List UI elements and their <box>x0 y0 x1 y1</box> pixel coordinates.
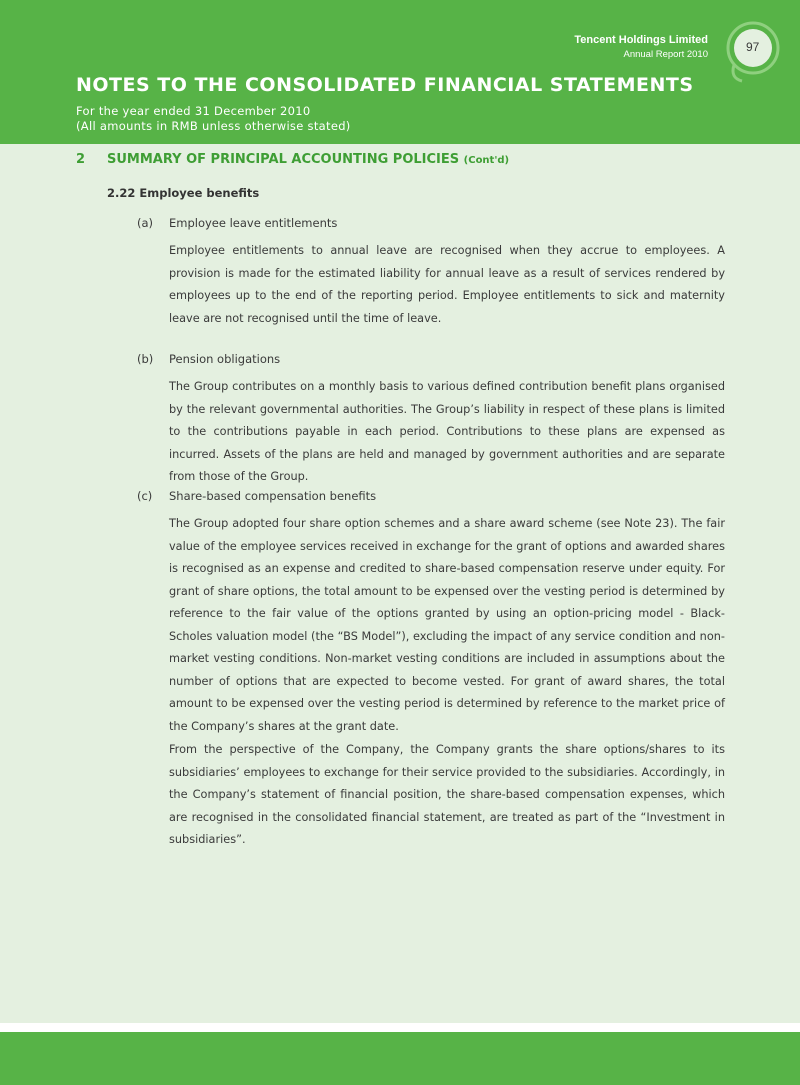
section-title <box>107 152 509 167</box>
item-marker-b: (b) <box>137 352 154 366</box>
section-number: 2 <box>76 152 86 167</box>
item-heading-b: Pension obligations <box>169 352 281 366</box>
item-paragraph-c1: The Group adopted four share option schemes and a share award scheme (see Note 23). The fair value of the employee services received in exchange for the grant of options and awarded shares is recognised as an expense and credited to share-based compensation reserve under equity. For grant of share options, the total amount to be expensed over the vesting period is determined by reference to the fair value of the options granted by using an option-pricing model - Black-Scholes valuation model (the “BS Model”), excluding the impact of any service condition and non-market vesting conditions. Non-market vesting conditions are included in assumptions about the number of options that are expected to become vested. For grant of award shares, the total amount to be expensed over the vesting period is determined by reference to the market price of the Company’s shares at the grant date. <box>169 517 725 733</box>
footer-divider <box>0 1023 800 1032</box>
section-title-text: SUMMARY OF PRINCIPAL ACCOUNTING POLICIES <box>107 152 460 167</box>
period-subtitle: For the year ended 31 December 2010 <box>76 104 311 118</box>
section-title-suffix: (Cont'd) <box>463 155 510 166</box>
page-title: NOTES TO THE CONSOLIDATED FINANCIAL STATEMENTS <box>76 74 694 96</box>
item-marker-c: (c) <box>137 489 153 503</box>
item-paragraph-a: Employee entitlements to annual leave are recognised when they accrue to employees. A provision is made for the estimated liability for annual leave as a result of services rendered by employees up to the end of the reporting period. Employee entitlements to sick and maternity leave are not recognised until the time of leave. <box>169 244 725 325</box>
company-name: Tencent Holdings Limited <box>574 34 708 46</box>
report-name: Annual Report 2010 <box>623 49 708 60</box>
item-marker-a: (a) <box>137 216 154 230</box>
currency-subtitle: (All amounts in RMB unless otherwise stated) <box>76 119 351 133</box>
page-number: 97 <box>746 40 760 54</box>
item-heading-c: Share-based compensation benefits <box>169 489 377 503</box>
footer-band <box>0 1032 800 1085</box>
header-band <box>0 0 800 144</box>
subsection-title: 2.22 Employee benefits <box>107 186 260 200</box>
item-paragraph-c2: From the perspective of the Company, the Company grants the share options/shares to its subsidiaries’ employees to exchange for their service provided to the subsidiaries. Accordingly, in the Company’s statement of financial position, the share-based compensation expenses, which are recognised in the consolidated financial statement, are treated as part of the “Investment in subsidiaries”. <box>169 743 725 846</box>
item-paragraph-b: The Group contributes on a monthly basis to various defined contribution benefit plans organised by the relevant governmental authorities. The Group’s liability in respect of these plans is limited to the contributions payable in each period. Contributions to these plans are expensed as incurred. Assets of the plans are held and managed by government authorities and are separate from those of the Group. <box>169 380 725 483</box>
item-heading-a: Employee leave entitlements <box>169 216 338 230</box>
